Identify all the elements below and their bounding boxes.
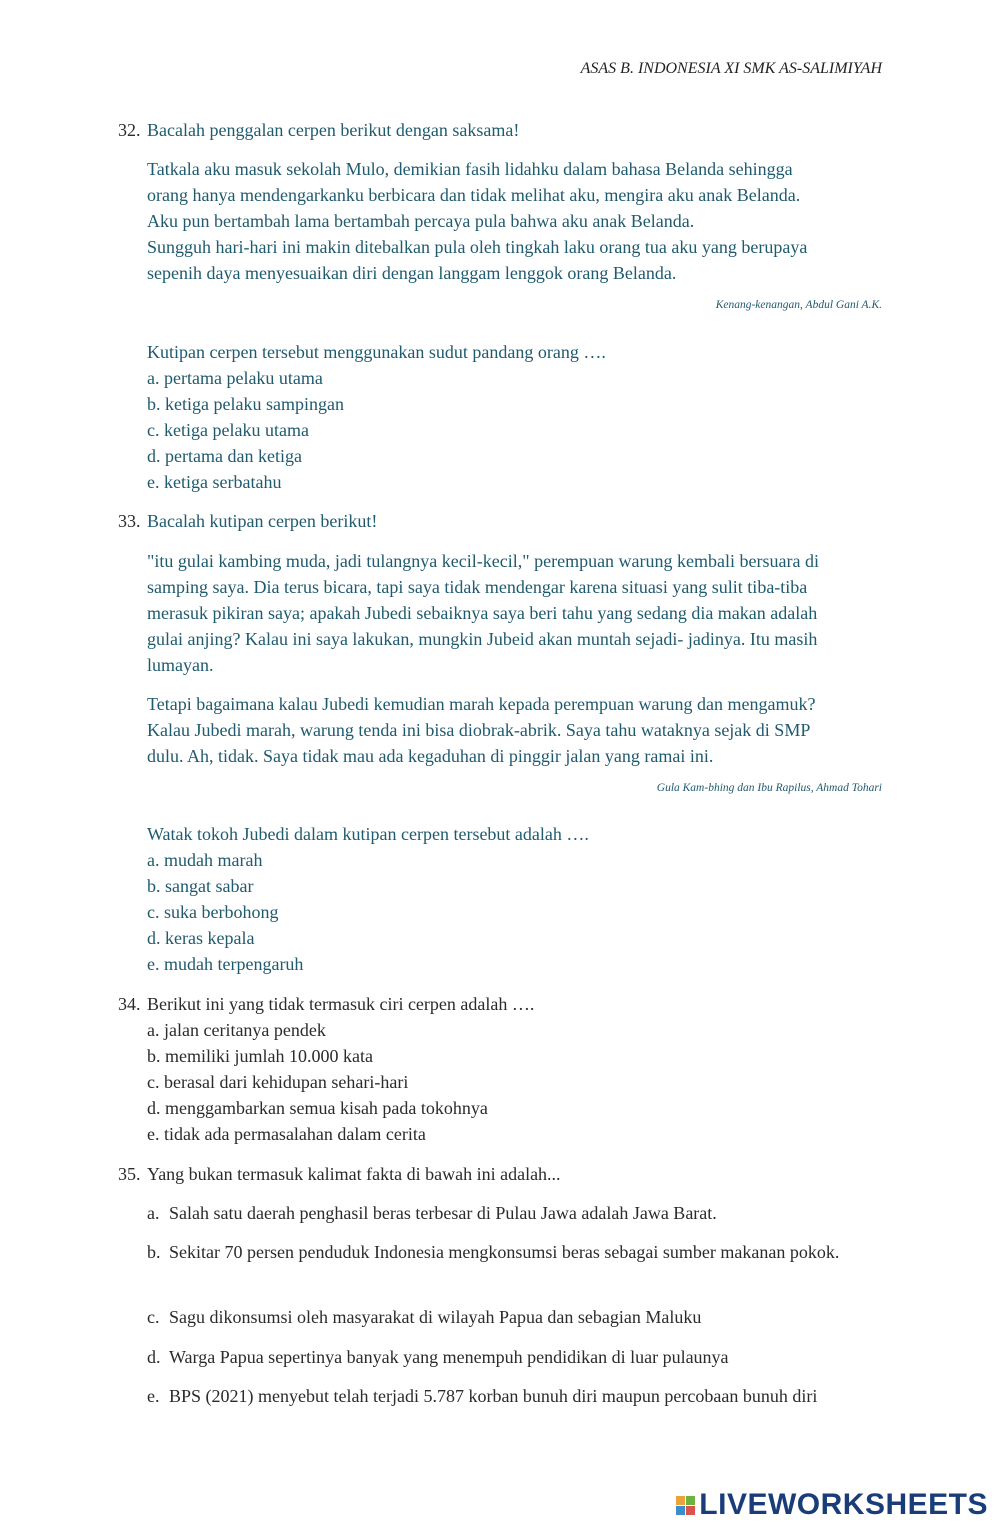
passage-33-part-2 [118,691,882,769]
answer-option-e[interactable]: e. mudah terpengaruh [147,954,304,974]
options-32 [118,339,882,495]
logo-square [676,1506,685,1515]
answer-option-a[interactable] [118,1200,882,1226]
option-text: Sagu dikonsumsi oleh masyarakat di wilayah Papua dan sebagian Maluku [169,1307,702,1327]
answer-option-d[interactable] [118,1344,882,1370]
option-letter: b. [147,1242,161,1262]
answer-option-b[interactable] [118,1239,848,1265]
logo-square [676,1496,685,1505]
question-35 [118,1161,882,1187]
option-letter: a. [147,1203,160,1223]
question-prompt: Bacalah penggalan cerpen berikut dengan saksama! [147,120,520,140]
question-number: 35. [118,1164,141,1184]
liveworksheets-logo[interactable] [676,1488,988,1522]
passage-line: dulu. Ah, tidak. Saya tidak mau ada kegaduhan di pinggir jalan yang ramai ini. [147,746,714,766]
option-letter: e. [147,1386,160,1406]
question-number: 34. [118,994,141,1014]
question-number: 32. [118,120,141,140]
option-text: BPS (2021) menyebut telah terjadi 5.787 korban bunuh diri maupun percobaan bunuh diri [169,1386,818,1406]
question-32 [118,117,882,143]
passage-line: gulai anjing? Kalau ini saya lakukan, mungkin Jubeid akan muntah sejadi- jadinya. Itu masih [147,629,818,649]
passage-32 [118,156,882,286]
passage-line: Tatkala aku masuk sekolah Mulo, demikian fasih lidahku dalam bahasa Belanda sehingga [147,159,793,179]
question-text: Kutipan cerpen tersebut menggunakan sudut pandang orang …. [147,342,606,362]
question-prompt: Bacalah kutipan cerpen berikut! [147,511,378,531]
question-33 [118,508,882,534]
passage-line: sepenih daya menyesuaikan diri dengan langgam lenggok orang Belanda. [147,263,677,283]
options-33 [118,821,882,977]
passage-source: Gula Kam-bhing dan Ibu Rapilus, Ahmad Tohari [656,782,882,794]
answer-option-c[interactable] [118,1304,882,1330]
question-text: Yang bukan termasuk kalimat fakta di bawah ini adalah... [147,1164,561,1184]
question-number: 33. [118,511,141,531]
page-header-title: ASAS B. INDONESIA XI SMK AS-SALIMIYAH [580,60,882,77]
question-34 [118,991,882,1147]
answer-option-c[interactable]: c. berasal dari kehidupan sehari-hari [147,1072,409,1092]
passage-line: Kalau Jubedi marah, warung tenda ini bisa diobrak-abrik. Saya tahu wataknya sejak di SMP [147,720,811,740]
option-letter: d. [147,1347,161,1367]
passage-line: "itu gulai kambing muda, jadi tulangnya kecil-kecil," perempuan warung kembali bersuara di [147,551,819,571]
logo-square [686,1496,695,1505]
answer-option-d[interactable]: d. pertama dan ketiga [147,446,302,466]
answer-option-c[interactable]: c. suka berbohong [147,902,279,922]
passage-source: Kenang-kenangan, Abdul Gani A.K. [715,299,882,311]
passage-line: Sungguh hari-hari ini makin ditebalkan pula oleh tingkah laku orang tua aku yang berupaya [147,237,808,257]
answer-option-b[interactable]: b. sangat sabar [147,876,254,896]
passage-line: merasuk pikiran saya; apakah Jubedi sebaiknya saya beri tahu yang sedang dia makan adalah [147,603,818,623]
option-letter: c. [147,1307,160,1327]
passage-line: lumayan. [147,655,214,675]
option-text: Warga Papua sepertinya banyak yang menempuh pendidikan di luar pulaunya [169,1347,729,1367]
passage-line: orang hanya mendengarkanku berbicara dan tidak melihat aku, mengira aku anak Belanda. [147,185,801,205]
answer-option-e[interactable] [118,1383,898,1409]
answer-option-b[interactable]: b. memiliki jumlah 10.000 kata [147,1046,373,1066]
passage-33-part-1 [118,548,882,678]
logo-text: LIVEWORKSHEETS [699,1488,988,1521]
answer-option-d[interactable]: d. keras kepala [147,928,255,948]
logo-mark-icon [676,1496,695,1515]
answer-option-e[interactable]: e. ketiga serbatahu [147,472,282,492]
answer-option-a[interactable]: a. jalan ceritanya pendek [147,1020,326,1040]
answer-option-a[interactable]: a. pertama pelaku utama [147,368,323,388]
option-text: Sekitar 70 persen penduduk Indonesia mengkonsumsi beras sebagai sumber makanan pokok. [169,1242,840,1262]
answer-option-c[interactable]: c. ketiga pelaku utama [147,420,309,440]
question-text: Berikut ini yang tidak termasuk ciri cerpen adalah …. [147,994,535,1014]
answer-option-b[interactable]: b. ketiga pelaku sampingan [147,394,344,414]
passage-line: Tetapi bagaimana kalau Jubedi kemudian marah kepada perempuan warung dan mengamuk? [147,694,816,714]
answer-option-d[interactable]: d. menggambarkan semua kisah pada tokohnya [147,1098,488,1118]
question-text: Watak tokoh Jubedi dalam kutipan cerpen tersebut adalah …. [147,824,589,844]
passage-line: Aku pun bertambah lama bertambah percaya pula bahwa aku anak Belanda. [147,211,695,231]
answer-option-a[interactable]: a. mudah marah [147,850,263,870]
logo-square [686,1506,695,1515]
option-text: Salah satu daerah penghasil beras terbesar di Pulau Jawa adalah Jawa Barat. [169,1203,717,1223]
passage-line: samping saya. Dia terus bicara, tapi saya tidak mendengar karena situasi yang sulit tiba-tiba [147,577,808,597]
answer-option-e[interactable]: e. tidak ada permasalahan dalam cerita [147,1124,426,1144]
